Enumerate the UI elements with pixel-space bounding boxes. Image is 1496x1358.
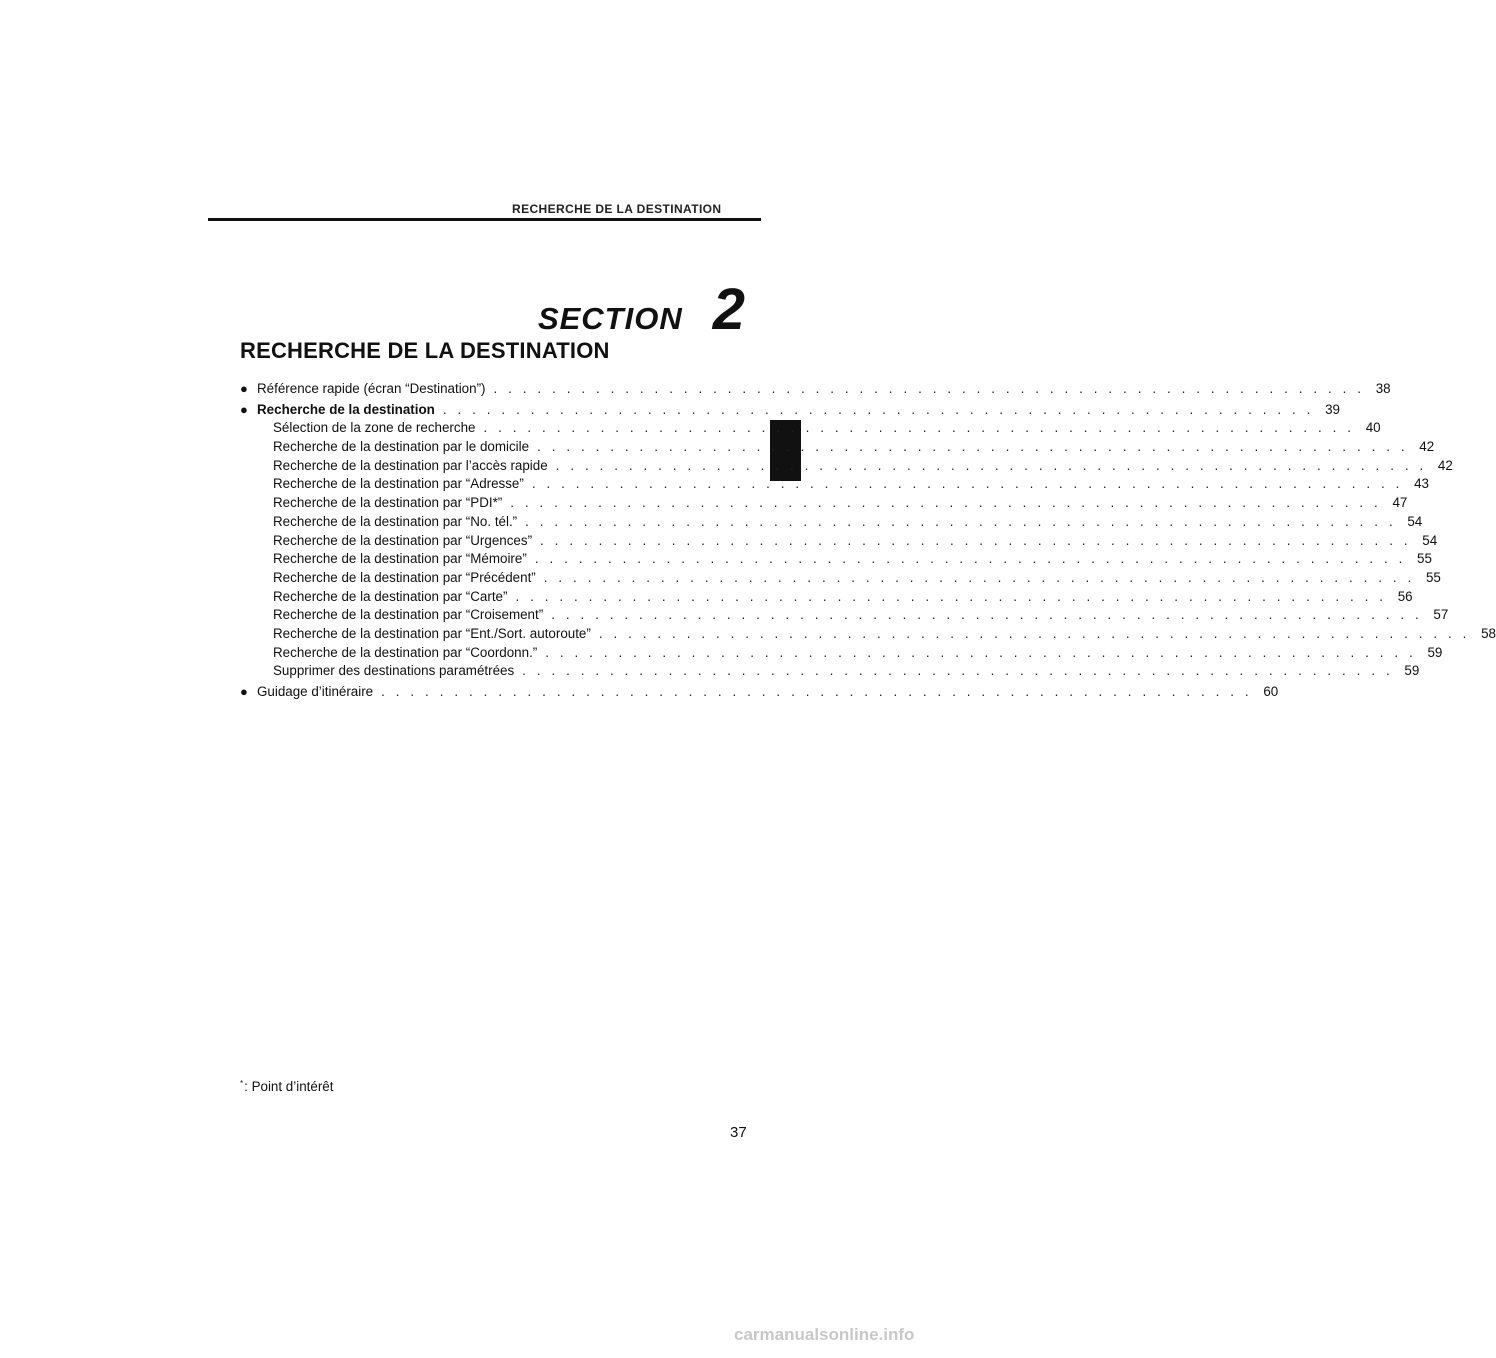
toc-dot-leader: . . . . . . . . . . . . . . . . . . . . . . . . . . . . . . . . . . . . . . . . . . . . . . . . . . . . . . . . . . . . xyxy=(525,513,1397,529)
toc-dot-leader: . . . . . . . . . . . . . . . . . . . . . . . . . . . . . . . . . . . . . . . . . . . . . . . . . . . . . . . . . . . . xyxy=(442,401,1314,417)
toc-entry-page: 47 xyxy=(1392,495,1408,511)
toc-dot-leader: . . . . . . . . . . . . . . . . . . . . . . . . . . . . . . . . . . . . . . . . . . . . . . . . . . . . . . . . . . . . xyxy=(381,684,1253,699)
toc-dot-leader: . . . . . . . . . . . . . . . . . . . . . . . . . . . . . . . . . . . . . . . . . . . . . . . . . . . . . . . . . . . . xyxy=(531,476,1403,492)
toc-dot-leader: . . . . . . . . . . . . . . . . . . . . . . . . . . . . . . . . . . . . . . . . . . . . . . . . . . . . . . . . . . . . xyxy=(483,420,1355,436)
section-heading xyxy=(538,276,745,343)
toc-entry[interactable] xyxy=(240,457,1453,476)
toc-dot-leader: . . . . . . . . . . . . . . . . . . . . . . . . . . . . . . . . . . . . . . . . . . . . . . . . . . . . . . . . . . . . xyxy=(543,569,1415,585)
toc-entry[interactable] xyxy=(240,532,1438,551)
toc-entry[interactable] xyxy=(240,380,1391,399)
toc-entry[interactable] xyxy=(240,588,1413,607)
toc-entry[interactable] xyxy=(240,625,1496,644)
toc-entry-page: 59 xyxy=(1427,644,1443,660)
toc-entry-page: 43 xyxy=(1414,476,1429,492)
toc-entry-page: 54 xyxy=(1407,513,1423,529)
footnote-mark: * xyxy=(240,1079,244,1088)
bullet-icon: ● xyxy=(240,381,248,396)
toc-dot-leader: . . . . . . . . . . . . . . . . . . . . . . . . . . . . . . . . . . . . . . . . . . . . . . . . . . . . . . . . . . . . xyxy=(510,495,1382,511)
toc-entry-page: 57 xyxy=(1433,607,1449,623)
toc-entry-title: Recherche de la destination par “Adresse” xyxy=(273,476,524,492)
toc-entry-page: 42 xyxy=(1419,439,1435,455)
toc-dot-leader: . . . . . . . . . . . . . . . . . . . . . . . . . . . . . . . . . . . . . . . . . . . . . . . . . . . . . . . . . . . . xyxy=(534,551,1406,567)
toc-entry-title: Recherche de la destination par le domicile xyxy=(273,439,530,455)
toc-dot-leader: . . . . . . . . . . . . . . . . . . . . . . . . . . . . . . . . . . . . . . . . . . . . . . . . . . . . . . . . . . . . xyxy=(540,532,1412,548)
toc-entry-title: Guidage d’itinéraire xyxy=(257,684,374,699)
toc-entry-page: 60 xyxy=(1263,684,1279,699)
section-label: SECTION xyxy=(537,301,683,336)
toc-entry-page: 42 xyxy=(1437,457,1453,473)
toc-dot-leader: . . . . . . . . . . . . . . . . . . . . . . . . . . . . . . . . . . . . . . . . . . . . . . . . . . . . . . . . . . . . xyxy=(598,625,1470,641)
toc-entry[interactable] xyxy=(240,550,1432,569)
toc-entry-page: 38 xyxy=(1375,381,1391,396)
toc-entry-title: Recherche de la destination par “Carte” xyxy=(273,588,508,604)
toc-entry-page: 58 xyxy=(1481,625,1496,641)
toc-entry-title: Recherche de la destination par “Précédent” xyxy=(273,569,536,585)
toc-entry-page: 39 xyxy=(1325,401,1340,417)
toc-entry[interactable] xyxy=(240,438,1435,457)
toc-entry[interactable] xyxy=(240,419,1381,438)
toc-entry-title: Recherche de la destination par “Urgences” xyxy=(273,532,533,548)
toc-entry-page: 55 xyxy=(1417,551,1432,567)
toc-entry[interactable] xyxy=(240,606,1449,625)
page-title: RECHERCHE DE LA DESTINATION xyxy=(240,338,610,363)
bullet-icon: ● xyxy=(240,401,248,417)
toc-entry-title: Référence rapide (écran “Destination”) xyxy=(257,381,486,396)
header-rule xyxy=(208,218,761,221)
toc-dot-leader: . . . . . . . . . . . . . . . . . . . . . . . . . . . . . . . . . . . . . . . . . . . . . . . . . . . . . . . . . . . . xyxy=(545,644,1417,660)
toc-entry-page: 59 xyxy=(1404,663,1420,679)
toc-dot-leader: . . . . . . . . . . . . . . . . . . . . . . . . . . . . . . . . . . . . . . . . . . . . . . . . . . . . . . . . . . . . xyxy=(515,588,1387,604)
toc-entry-title: Recherche de la destination par “PDI*” xyxy=(273,495,503,511)
toc-entry-title: Recherche de la destination par “Mémoire” xyxy=(273,551,527,567)
toc-entry[interactable] xyxy=(240,662,1420,681)
section-number: 2 xyxy=(712,277,745,342)
table-of-contents xyxy=(240,380,1496,702)
toc-entry-title: Recherche de la destination par l’accès rapide xyxy=(273,457,548,473)
toc-dot-leader: . . . . . . . . . . . . . . . . . . . . . . . . . . . . . . . . . . . . . . . . . . . . . . . . . . . . . . . . . . . . xyxy=(555,457,1427,473)
toc-entry-title: Recherche de la destination par “Croisement” xyxy=(273,607,544,623)
toc-entry-title: Supprimer des destinations paramétrées xyxy=(273,663,515,679)
toc-entry-title: Recherche de la destination par “Coordonn.” xyxy=(273,644,538,660)
toc-dot-leader: . . . . . . . . . . . . . . . . . . . . . . . . . . . . . . . . . . . . . . . . . . . . . . . . . . . . . . . . . . . . xyxy=(493,381,1365,396)
running-header: RECHERCHE DE LA DESTINATION xyxy=(512,202,722,216)
footnote-text: : Point d’intérêt xyxy=(244,1079,334,1094)
toc-dot-leader: . . . . . . . . . . . . . . . . . . . . . . . . . . . . . . . . . . . . . . . . . . . . . . . . . . . . . . . . . . . . xyxy=(522,663,1394,679)
toc-entry-title: Recherche de la destination par “No. tél.” xyxy=(273,513,518,529)
toc-entry-page: 54 xyxy=(1422,532,1438,548)
page-number: 37 xyxy=(730,1124,747,1141)
toc-entry-title: Recherche de la destination xyxy=(257,401,435,417)
toc-entry-page: 55 xyxy=(1425,569,1441,585)
toc-entry[interactable] xyxy=(240,494,1408,513)
toc-entry[interactable] xyxy=(240,644,1443,663)
toc-entry[interactable] xyxy=(240,401,1340,420)
toc-entry[interactable] xyxy=(240,683,1279,702)
bullet-icon: ● xyxy=(240,684,248,699)
toc-entry-title: Recherche de la destination par “Ent./Sort. autoroute” xyxy=(273,625,591,641)
toc-entry[interactable] xyxy=(240,513,1423,532)
toc-entry[interactable] xyxy=(240,475,1429,494)
footnote xyxy=(240,1079,333,1094)
toc-entry-page: 56 xyxy=(1397,588,1413,604)
toc-dot-leader: . . . . . . . . . . . . . . . . . . . . . . . . . . . . . . . . . . . . . . . . . . . . . . . . . . . . . . . . . . . . xyxy=(551,607,1423,623)
watermark: carmanualsonline.info xyxy=(734,1325,915,1344)
toc-entry-title: Sélection de la zone de recherche xyxy=(273,420,476,436)
toc-entry[interactable] xyxy=(240,569,1441,588)
toc-entry-page: 40 xyxy=(1365,420,1381,436)
toc-dot-leader: . . . . . . . . . . . . . . . . . . . . . . . . . . . . . . . . . . . . . . . . . . . . . . . . . . . . . . . . . . . . xyxy=(537,439,1409,455)
